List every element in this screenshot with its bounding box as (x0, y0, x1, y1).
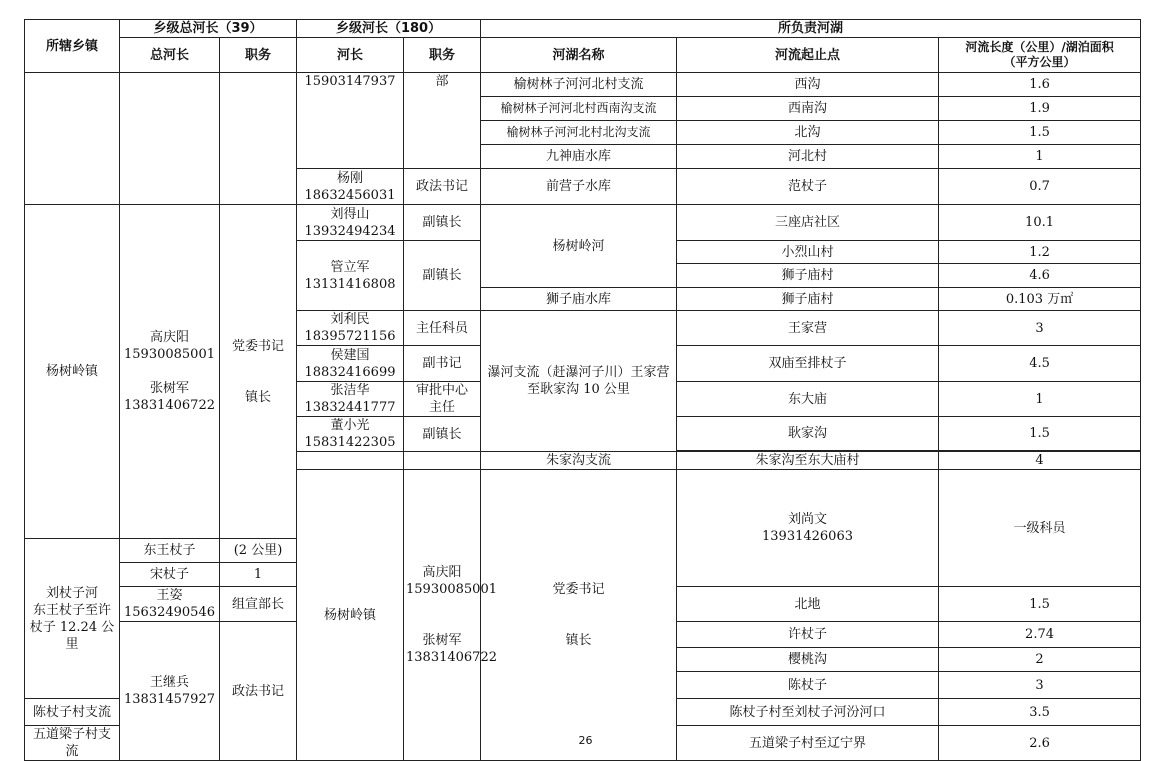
s2-reservoir-length: 0.103 万㎡ (939, 288, 1141, 311)
s3-branch1-name: 陈杖子村支流 (25, 699, 120, 726)
s2-river-a: 杨树岭河 (481, 205, 677, 288)
header-river-range: 河流起止点 (677, 38, 939, 73)
river-length: 3 (939, 672, 1141, 699)
page-number: 26 (578, 734, 593, 747)
river-range: 王家营 (677, 311, 939, 346)
s2-chief-duty: 审批中心 主任 (404, 382, 481, 417)
river-length: 1.5 (939, 121, 1141, 145)
river-length: 1.5 (939, 417, 1141, 451)
header-total-chief: 总河长 (120, 38, 220, 73)
river-name: 前营子水库 (481, 169, 677, 205)
river-length: 4.5 (939, 346, 1141, 382)
river-chief-table (24, 19, 1141, 761)
river-range: 西沟 (677, 73, 939, 97)
river-name: 榆树林子河河北村西南沟支流 (481, 97, 677, 121)
river-length: 1 (939, 382, 1141, 417)
river-length: 1.5 (939, 587, 1141, 622)
river-range: 河北村 (677, 145, 939, 169)
river-length: 2.74 (939, 622, 1141, 648)
s2-chief: 张洁华 13832441777 (297, 382, 404, 417)
river-range: 陈杖子 (677, 672, 939, 699)
s1-town-cell (25, 73, 120, 205)
river-length: 3 (939, 311, 1141, 346)
river-range: 范杖子 (677, 169, 939, 205)
header-town-chief-group: 乡级总河长（39） (120, 20, 297, 38)
s2-chief-duty: 副镇长 (404, 205, 481, 241)
s2-town: 杨树岭镇 (25, 205, 120, 539)
s2-chief-duty: 副镇长 (404, 241, 481, 311)
s2-chief: 侯建国 18832416699 (297, 346, 404, 382)
river-length: 1 (220, 563, 297, 587)
s2-chief: 刘得山 13932494234 (297, 205, 404, 241)
s3-chief: 王继兵 13831457927 (120, 622, 220, 761)
header-river-name: 河湖名称 (481, 38, 677, 73)
river-range: 北地 (677, 587, 939, 622)
s2-total-chief: 高庆阳 15930085001 张树军 13831406722 (120, 205, 220, 539)
s3-chief: 王姿 15632490546 (120, 587, 220, 622)
s2-last-range: 朱家沟至东大庙村 (677, 452, 939, 470)
s2-chief-duty: 副镇长 (404, 417, 481, 452)
river-range: 宋杖子 (120, 563, 220, 587)
river-length: 1.6 (939, 73, 1141, 97)
river-length: (2 公里) (220, 539, 297, 563)
river-name: 榆树林子河河北村支流 (481, 73, 677, 97)
river-range: 耿家沟 (677, 417, 939, 451)
river-range: 北沟 (677, 121, 939, 145)
s2-last-name: 朱家沟支流 (481, 452, 677, 470)
header-chief-duty: 职务 (404, 38, 481, 73)
header-river-length: 河流长度（公里）/湖泊面积 （平方公里） (939, 38, 1141, 73)
s2-chief: 管立军 13131416808 (297, 241, 404, 311)
s2-chief: 董小光 15831422305 (297, 417, 404, 452)
river-name: 榆树林子河河北村北沟支流 (481, 121, 677, 145)
s2-reservoir-range: 狮子庙村 (677, 288, 939, 311)
s1-chief2-duty: 政法书记 (404, 169, 481, 205)
s3-branch2-name: 五道梁子村支流 (25, 726, 120, 761)
river-range: 东王杖子 (120, 539, 220, 563)
s3-branch2-range: 五道梁子村至辽宁界 (677, 726, 939, 761)
s2-last-length: 4 (939, 452, 1141, 470)
s2-chief: 刘利民 18395721156 (297, 311, 404, 346)
river-length: 1.2 (939, 241, 1141, 264)
s1-total-chief-cell (120, 73, 220, 205)
river-length: 4.6 (939, 264, 1141, 288)
s3-branch1-length: 3.5 (939, 699, 1141, 726)
s1-chief2: 杨刚 18632456031 (297, 169, 404, 205)
river-range: 东大庙 (677, 382, 939, 417)
s3-river-c: 刘杖子河 东王杖子至许杖子 12.24 公里 (25, 539, 120, 699)
header-rivers-group: 所负责河湖 (481, 20, 1141, 38)
s1-chief1-duty: 部 (404, 73, 481, 169)
s1-chief1: 15903147937 (297, 73, 404, 169)
s2-chief-duty: 主任科员 (404, 311, 481, 346)
s2-river-b: 瀑河支流（赶瀑河子川）王家营至耿家沟 10 公里 (481, 311, 677, 452)
s3-chief: 刘尚文 13931426063 (677, 470, 939, 587)
river-range: 西南沟 (677, 97, 939, 121)
river-name: 九神庙水库 (481, 145, 677, 169)
river-range: 狮子庙村 (677, 264, 939, 288)
s3-chief-duty: 政法书记 (220, 622, 297, 761)
s3-total-chief: 高庆阳 15930085001 张树军 13831406722 (404, 470, 481, 761)
header-total-duty: 职务 (220, 38, 297, 73)
river-range: 樱桃沟 (677, 648, 939, 672)
river-range: 许杖子 (677, 622, 939, 648)
header-chief-group: 乡级河长（180） (297, 20, 481, 38)
river-length: 1 (939, 145, 1141, 169)
s2-reservoir-name: 狮子庙水库 (481, 288, 677, 311)
river-length: 0.7 (939, 169, 1141, 205)
s2-chief-duty: 副书记 (404, 346, 481, 382)
s2-chief-duty-blank (404, 452, 481, 470)
s2-total-duty: 党委书记 镇长 (220, 205, 297, 539)
header-town: 所辖乡镇 (25, 20, 120, 73)
s3-branch2-length: 2.6 (939, 726, 1141, 761)
river-length: 1.9 (939, 97, 1141, 121)
river-range: 三座店社区 (677, 205, 939, 241)
river-length: 10.1 (939, 205, 1141, 241)
river-range: 双庙至排杖子 (677, 346, 939, 382)
header-chief: 河长 (297, 38, 404, 73)
river-range: 小烈山村 (677, 241, 939, 264)
s3-chief-duty: 一级科员 (939, 470, 1141, 587)
river-length: 2 (939, 648, 1141, 672)
s3-total-duty: 党委书记 镇长 (481, 470, 677, 761)
s3-town: 杨树岭镇 (297, 470, 404, 761)
s2-chief-blank (297, 452, 404, 470)
s3-chief-duty: 组宣部长 (220, 587, 297, 622)
s3-branch1-range: 陈杖子村至刘杖子河汾河口 (677, 699, 939, 726)
s1-total-duty-cell (220, 73, 297, 205)
